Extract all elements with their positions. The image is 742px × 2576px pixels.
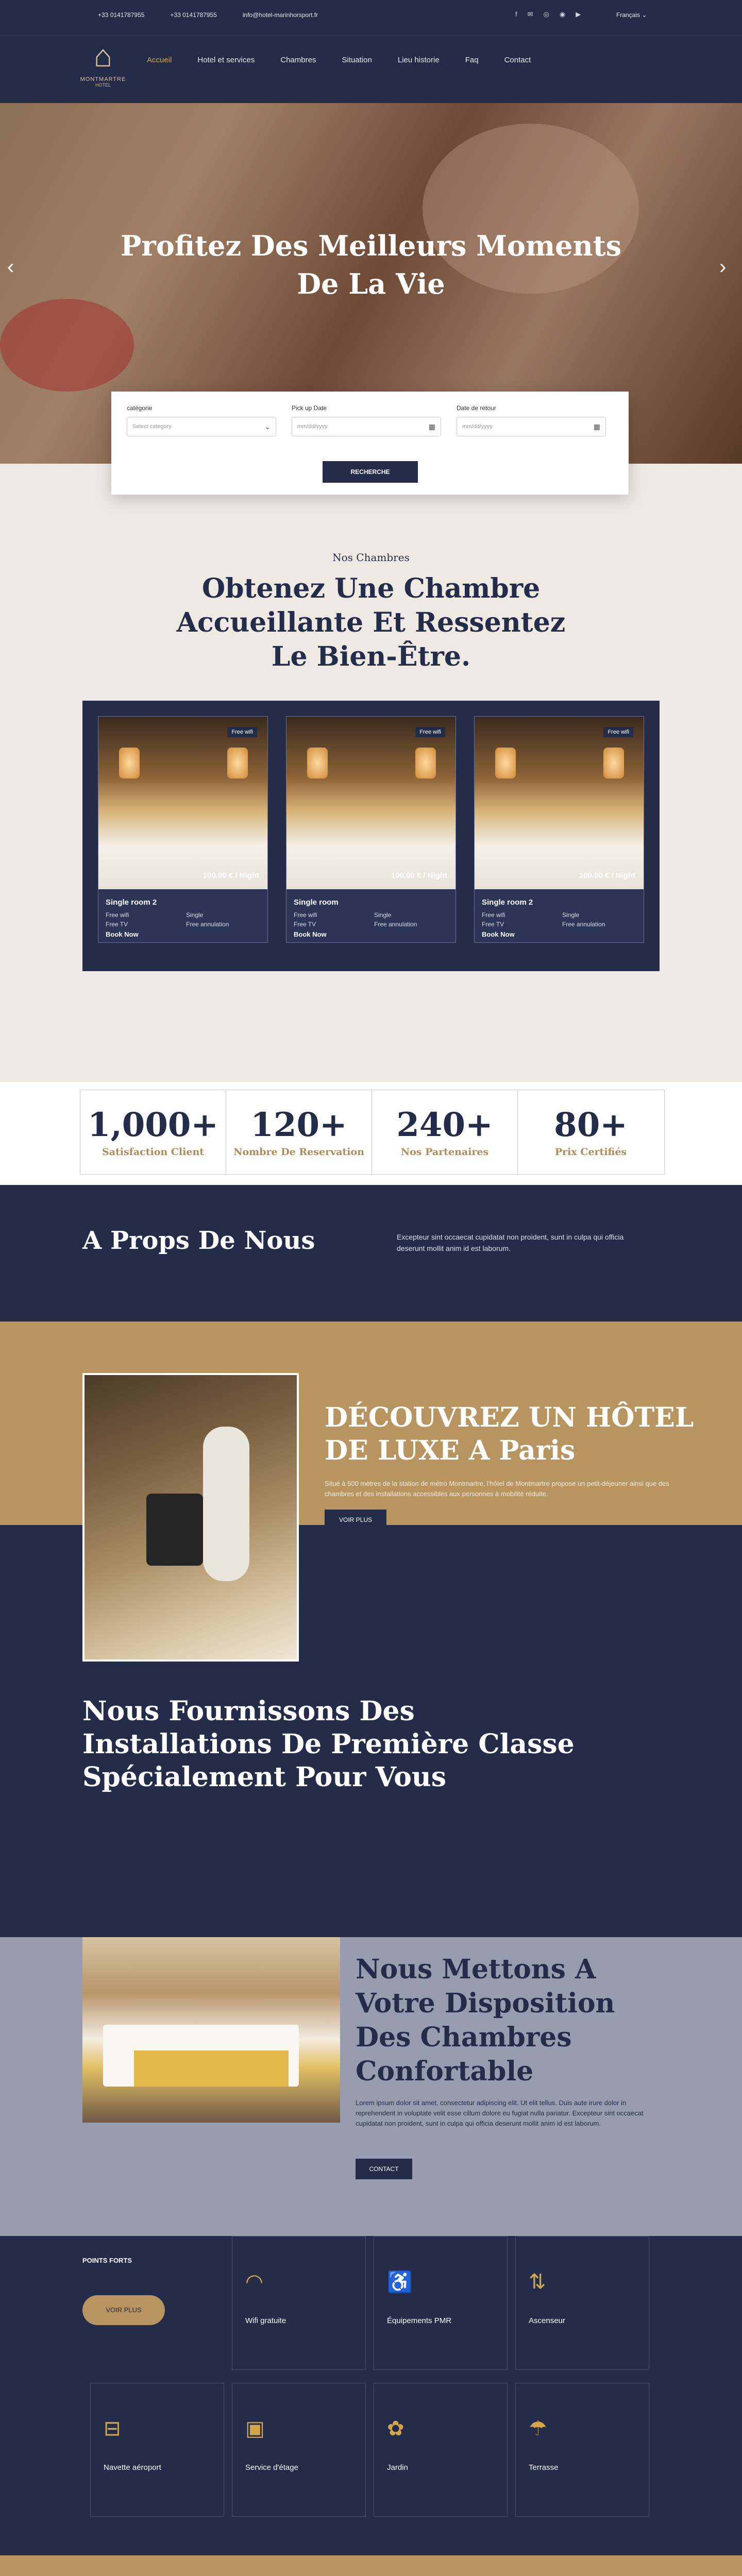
stat-number: 1,000+ bbox=[87, 1106, 219, 1144]
room-feature: Free wifi bbox=[294, 911, 317, 919]
nav-contact[interactable]: Contact bbox=[504, 56, 531, 64]
pickup-date-field bbox=[292, 404, 441, 436]
stat-label: Nos Partenaires bbox=[400, 1146, 489, 1158]
stats-box bbox=[80, 1090, 665, 1175]
highlight-card bbox=[232, 2383, 366, 2517]
nav-lieu-historie[interactable]: Lieu historie bbox=[397, 56, 440, 64]
about-title: A Props De Nous bbox=[82, 1226, 315, 1255]
luxury-image bbox=[82, 1373, 299, 1662]
top-contacts bbox=[98, 11, 318, 19]
luggage-icon: ▣ bbox=[245, 2417, 265, 2440]
lamp-icon bbox=[603, 748, 624, 778]
return-date-input[interactable] bbox=[457, 417, 606, 436]
room-badge: Free wifi bbox=[603, 727, 633, 737]
rooms-section bbox=[0, 464, 742, 1082]
nav-links bbox=[147, 56, 531, 64]
room-price: 100.00 € / Night bbox=[579, 871, 635, 880]
category-select[interactable] bbox=[127, 417, 276, 436]
facebook-icon[interactable]: f bbox=[515, 10, 517, 18]
eiffel-tower-icon: ⌂ bbox=[93, 39, 113, 73]
highlight-label: Wifi gratuite bbox=[245, 2316, 286, 2325]
room-image bbox=[98, 717, 267, 889]
pinterest-icon[interactable]: ◉ bbox=[559, 10, 566, 18]
stat-label: Nombre De Reservation bbox=[233, 1146, 364, 1158]
category-field bbox=[127, 404, 276, 436]
pickup-date-input[interactable] bbox=[292, 417, 441, 436]
elevator-icon: ⇅ bbox=[529, 2270, 546, 2293]
about-section bbox=[0, 1185, 742, 1321]
about-text: Excepteur sint occaecat cupidatat non proident, sunt in culpa qui officia deserunt mollit anim id est laborum. bbox=[397, 1233, 624, 1252]
offers-section bbox=[0, 2555, 742, 2576]
room-card[interactable] bbox=[98, 716, 268, 943]
hero-prev-arrow-icon[interactable]: ‹ bbox=[7, 256, 14, 278]
room-price: 100.00 € / Night bbox=[391, 871, 447, 880]
comfort-rooms-section bbox=[0, 1937, 742, 2236]
voir-plus-button[interactable]: VOIR PLUS bbox=[325, 1510, 386, 1525]
nav-faq[interactable]: Faq bbox=[465, 56, 479, 64]
stat-item bbox=[518, 1090, 664, 1175]
comfort-room-image bbox=[82, 1937, 340, 2123]
lamp-icon bbox=[495, 748, 516, 778]
highlight-label: Service d'étage bbox=[245, 2463, 298, 2472]
room-feature: Free wifi bbox=[106, 911, 129, 919]
rooms-kicker: Nos Chambres bbox=[332, 551, 410, 564]
logo-name: MONTMARTRE bbox=[80, 76, 126, 82]
luggage-shape bbox=[146, 1494, 203, 1566]
nav-situation[interactable]: Situation bbox=[342, 56, 372, 64]
highlight-card bbox=[232, 2236, 366, 2370]
shuttle-icon: ⊟ bbox=[104, 2417, 121, 2440]
book-now-button[interactable]: Book Now bbox=[106, 930, 139, 938]
logo-sub: HOTEL bbox=[95, 82, 111, 88]
search-button[interactable]: RECHERCHE bbox=[323, 461, 418, 483]
highlight-card bbox=[374, 2236, 508, 2370]
highlight-label: Navette aéroport bbox=[104, 2463, 161, 2472]
stat-label: Prix Certifiés bbox=[554, 1146, 627, 1158]
room-feature: Free TV bbox=[482, 921, 504, 928]
stat-number: 120+ bbox=[250, 1106, 347, 1144]
room-feature: Single bbox=[374, 911, 392, 919]
highlight-card bbox=[90, 2383, 224, 2517]
lamp-icon bbox=[307, 748, 328, 778]
lamp-icon bbox=[227, 748, 248, 778]
luxury-title: DÉCOUVREZ UN HÔTEL DE LUXE A Paris bbox=[325, 1402, 694, 1466]
accessible-icon: ♿ bbox=[387, 2271, 413, 2294]
book-now-button[interactable]: Book Now bbox=[482, 930, 515, 938]
stat-number: 240+ bbox=[396, 1106, 493, 1144]
throw-shape bbox=[134, 2050, 289, 2087]
top-bar bbox=[0, 0, 742, 36]
pickup-date-placeholder: mm/dd/yyyy bbox=[297, 423, 328, 430]
room-feature: Free annulation bbox=[562, 921, 605, 928]
highlight-card bbox=[515, 2236, 649, 2370]
room-feature: Free TV bbox=[294, 921, 316, 928]
email-link[interactable]: info@hotel-marinhorsport.fr bbox=[242, 11, 318, 19]
logo[interactable] bbox=[80, 38, 126, 100]
room-image bbox=[475, 717, 644, 889]
youtube-icon[interactable]: ▶ bbox=[576, 10, 581, 18]
garden-icon: ✿ bbox=[387, 2417, 404, 2440]
highlights-kicker: POINTS FORTS bbox=[82, 2257, 132, 2264]
main-nav bbox=[0, 36, 742, 103]
language-select[interactable]: Français ⌄ bbox=[616, 11, 647, 19]
chevron-down-icon: ⌄ bbox=[264, 422, 271, 431]
hero-next-arrow-icon[interactable]: › bbox=[719, 256, 727, 278]
nav-accueil[interactable]: Accueil bbox=[147, 56, 172, 64]
room-feature: Free wifi bbox=[482, 911, 505, 919]
facilities-title: Nous Fournissons Des Installations De Première Classe Spécialement Pour Vous bbox=[82, 1696, 575, 1793]
room-feature: Free annulation bbox=[186, 921, 229, 928]
category-placeholder: Select category bbox=[132, 423, 172, 430]
stat-item bbox=[226, 1090, 372, 1175]
room-price: 100.00 € / Night bbox=[203, 871, 259, 880]
pickup-date-label: Pick up Date bbox=[292, 404, 327, 412]
calendar-icon: ▦ bbox=[593, 422, 600, 431]
highlight-label: Équipements PMR bbox=[387, 2316, 452, 2325]
room-card[interactable] bbox=[474, 716, 644, 943]
stats-section bbox=[0, 1082, 742, 1185]
phone-link[interactable]: +33 0141787955 bbox=[98, 11, 145, 19]
mail-icon[interactable]: ✉ bbox=[527, 10, 533, 18]
room-feature: Single bbox=[186, 911, 204, 919]
return-date-placeholder: mm/dd/yyyy bbox=[462, 423, 493, 430]
room-feature: Single bbox=[562, 911, 580, 919]
room-feature: Free TV bbox=[106, 921, 128, 928]
room-feature: Free annulation bbox=[374, 921, 417, 928]
rooms-title: Obtenez Une Chambre Accueillante Et Ressentez Le Bien-Être. bbox=[176, 573, 566, 672]
contact-button[interactable]: CONTACT bbox=[356, 2159, 412, 2179]
highlight-label: Jardin bbox=[387, 2463, 408, 2472]
highlight-card bbox=[515, 2383, 649, 2517]
highlights-section bbox=[0, 2236, 742, 2555]
highlight-label: Ascenseur bbox=[529, 2316, 565, 2325]
room-title[interactable]: Single room 2 bbox=[106, 898, 157, 907]
hero-title: Profitez Des Meilleurs Moments De La Vie bbox=[120, 229, 622, 300]
highlight-label: Terrasse bbox=[529, 2463, 559, 2472]
room-card[interactable] bbox=[286, 716, 456, 943]
top-socials bbox=[515, 10, 581, 19]
man-shape bbox=[203, 1427, 249, 1581]
stat-number: 80+ bbox=[554, 1106, 628, 1144]
calendar-icon: ▦ bbox=[428, 422, 435, 431]
stat-label: Satisfaction Client bbox=[102, 1146, 205, 1158]
terrace-icon: ☂ bbox=[529, 2417, 547, 2440]
instagram-icon[interactable]: ◎ bbox=[543, 10, 549, 18]
wifi-icon: ◠ bbox=[245, 2270, 263, 2293]
nav-chambres[interactable]: Chambres bbox=[280, 56, 316, 64]
room-title[interactable]: Single room bbox=[294, 898, 339, 907]
rooms-list bbox=[82, 701, 660, 971]
room-title[interactable]: Single room 2 bbox=[482, 898, 533, 907]
room-badge: Free wifi bbox=[415, 727, 445, 737]
lamp-icon bbox=[119, 748, 140, 778]
stat-item bbox=[80, 1090, 226, 1175]
lamp-icon bbox=[415, 748, 436, 778]
highlight-card bbox=[374, 2383, 508, 2517]
stat-item bbox=[372, 1090, 518, 1175]
booking-form bbox=[111, 392, 629, 495]
return-date-field bbox=[457, 404, 606, 436]
return-date-label: Date de retour bbox=[457, 404, 496, 412]
comfort-title: Nous Mettons A Votre Disposition Des Chambres Confortable bbox=[356, 1954, 615, 2087]
luxury-text: Situé à 500 mètres de la station de métro Montmartre, l'hôtel de Montmartre propose un petit-déjeuner ainsi que des chambres et des installations accessibles aux personnes à mobilité réduite. bbox=[325, 1480, 669, 1498]
voir-plus-pill-button[interactable]: VOIR PLUS bbox=[82, 2295, 165, 2325]
room-badge: Free wifi bbox=[227, 727, 257, 737]
nav-hotel-services[interactable]: Hotel et services bbox=[197, 56, 255, 64]
book-now-button[interactable]: Book Now bbox=[294, 930, 327, 938]
phone-link-2[interactable]: +33 0141787955 bbox=[170, 11, 217, 19]
category-label: catégorie bbox=[127, 404, 153, 412]
room-image bbox=[286, 717, 456, 889]
comfort-text: Lorem ipsum dolor sit amet, consectetur adipiscing elit. Ut elit tellus. Duis aute irure dolor in reprehenderit in voluptate velit esse cillum dolore eu fugiat nulla pariatur. Excepteur sint occaecat cupidatat non proident, sunt in culpa qui officia deserunt mollit anim id est laborum. bbox=[356, 2099, 644, 2127]
